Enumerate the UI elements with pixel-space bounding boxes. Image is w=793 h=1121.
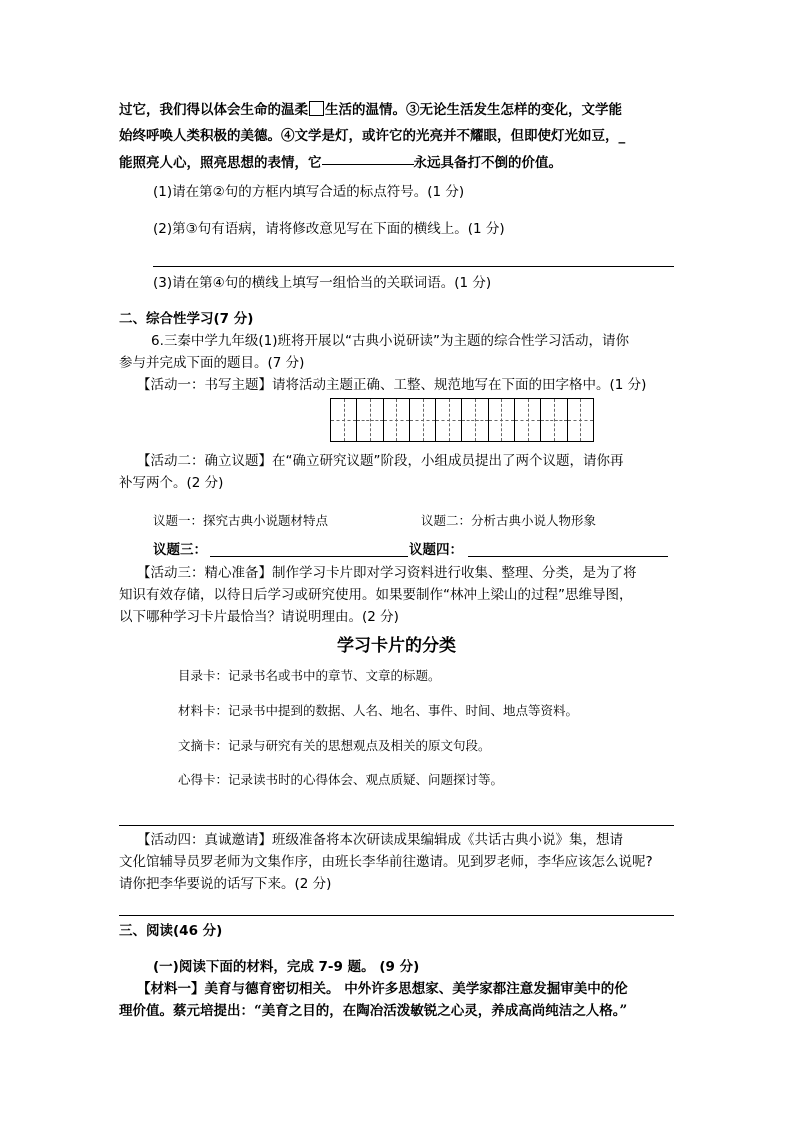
material-1-line-1: 【材料一】美育与德育密切相关。 中外许多思想家、美学家都注意发掘审美中的伦	[137, 981, 628, 997]
topic-4-label: 议题四：	[409, 542, 463, 558]
answer-line-q2[interactable]	[153, 266, 674, 267]
material-1-line-2: 理价值。蔡元培提出：“美育之目的，在陶冶活泼敏锐之心灵，养成高尚纯洁之人格。”	[119, 1003, 628, 1019]
question-2: (2)第③句有语病，请将修改意见写在下面的横线上。(1 分)	[153, 221, 505, 237]
grid-cell[interactable]	[568, 399, 593, 441]
topic-1: 议题一：探究古典小说题材特点	[153, 513, 329, 528]
passage-line-2: 始终呼唤人类积极的美德。④文学是灯，或许它的光亮并不耀眼，但即使灯光如豆，_	[119, 128, 626, 144]
tianzige-grid[interactable]	[330, 398, 594, 442]
activity-4-line-2: 文化馆辅导员罗老师为文集作序，由班长李华前往邀请。见到罗老师，李华应该怎么说呢?	[119, 854, 653, 870]
answer-line-activity-4[interactable]	[119, 915, 674, 916]
grid-cell[interactable]	[541, 399, 567, 441]
card-reflection: 心得卡：记录读书时的心得体会、观点质疑、问题探讨等。	[178, 772, 504, 787]
card-catalog: 目录卡：记录书名或书中的章节、文章的标题。	[178, 668, 441, 683]
grid-cell[interactable]	[515, 399, 541, 441]
activity-3-line-1: 【活动三：精心准备】制作学习卡片即对学习资料进行收集、整理、分类，是为了将	[137, 565, 637, 581]
grid-cell[interactable]	[410, 399, 436, 441]
question-1: (1)请在第②句的方框内填写合适的标点符号。(1 分)	[153, 184, 465, 200]
activity-2-line-1: 【活动二：确立议题】在“确立研究议题”阶段，小组成员提出了两个议题，请你再	[137, 453, 624, 469]
answer-line-activity-3[interactable]	[119, 825, 674, 826]
q6-line-1: 6.三秦中学九年级(1)班将开展以“古典小说研读”为主题的综合性学习活动，请你	[151, 333, 629, 349]
topic-2: 议题二：分析古典小说人物形象	[421, 513, 597, 528]
activity-3-line-3: 以下哪种学习卡片最恰当？请说明理由。(2 分)	[119, 609, 399, 625]
card-material: 材料卡：记录书中提到的数据、人名、地名、事件、时间、地点等资料。	[178, 703, 579, 718]
grid-cell[interactable]	[384, 399, 410, 441]
section-3-heading: 三、阅读(46 分)	[119, 923, 223, 939]
activity-2-line-2: 补写两个。(2 分)	[119, 475, 224, 491]
q6-line-2: 参与并完成下面的题目。(7 分)	[119, 355, 305, 371]
passage-line-1: 过它，我们得以体会生命的温柔 生活的温情。③无论生活发生怎样的变化，文学能	[119, 102, 622, 118]
topic-4-blank[interactable]	[468, 556, 668, 557]
activity-4-line-1: 【活动四：真诚邀请】班级准备将本次研读成果编辑成《共话古典小说》集，想请	[137, 832, 623, 848]
passage-line-3: 能照亮人心，照亮思想的表情，它 永远具备打不倒的价值。	[119, 155, 562, 171]
question-3: (3)请在第④句的横线上填写一组恰当的关联词语。(1 分)	[153, 275, 492, 291]
topic-3-label: 议题三：	[153, 542, 207, 558]
punctuation-box[interactable]	[309, 101, 324, 116]
grid-cell[interactable]	[357, 399, 383, 441]
cards-title: 学习卡片的分类	[337, 636, 456, 656]
card-excerpt: 文摘卡：记录与研究有关的思想观点及相关的原文句段。	[178, 738, 491, 753]
grid-cell[interactable]	[436, 399, 462, 441]
activity-1: 【活动一：书写主题】请将活动主题正确、工整、规范地写在下面的田字格中。(1 分)	[137, 377, 647, 393]
topic-3-blank[interactable]	[210, 556, 408, 557]
conjunction-blank[interactable]	[322, 163, 414, 165]
activity-4-line-3: 请你把李华要说的话写下来。(2 分)	[119, 876, 332, 892]
grid-cell[interactable]	[462, 399, 488, 441]
grid-cell[interactable]	[331, 399, 357, 441]
reading-intro: (一)阅读下面的材料，完成 7-9 题。 (9 分)	[153, 959, 420, 975]
grid-cell[interactable]	[489, 399, 515, 441]
section-2-heading: 二、综合性学习(7 分)	[119, 311, 254, 327]
activity-3-line-2: 知识有效存储，以待日后学习或研究使用。如果要制作“林冲上梁山的过程”思维导图，	[119, 587, 633, 603]
